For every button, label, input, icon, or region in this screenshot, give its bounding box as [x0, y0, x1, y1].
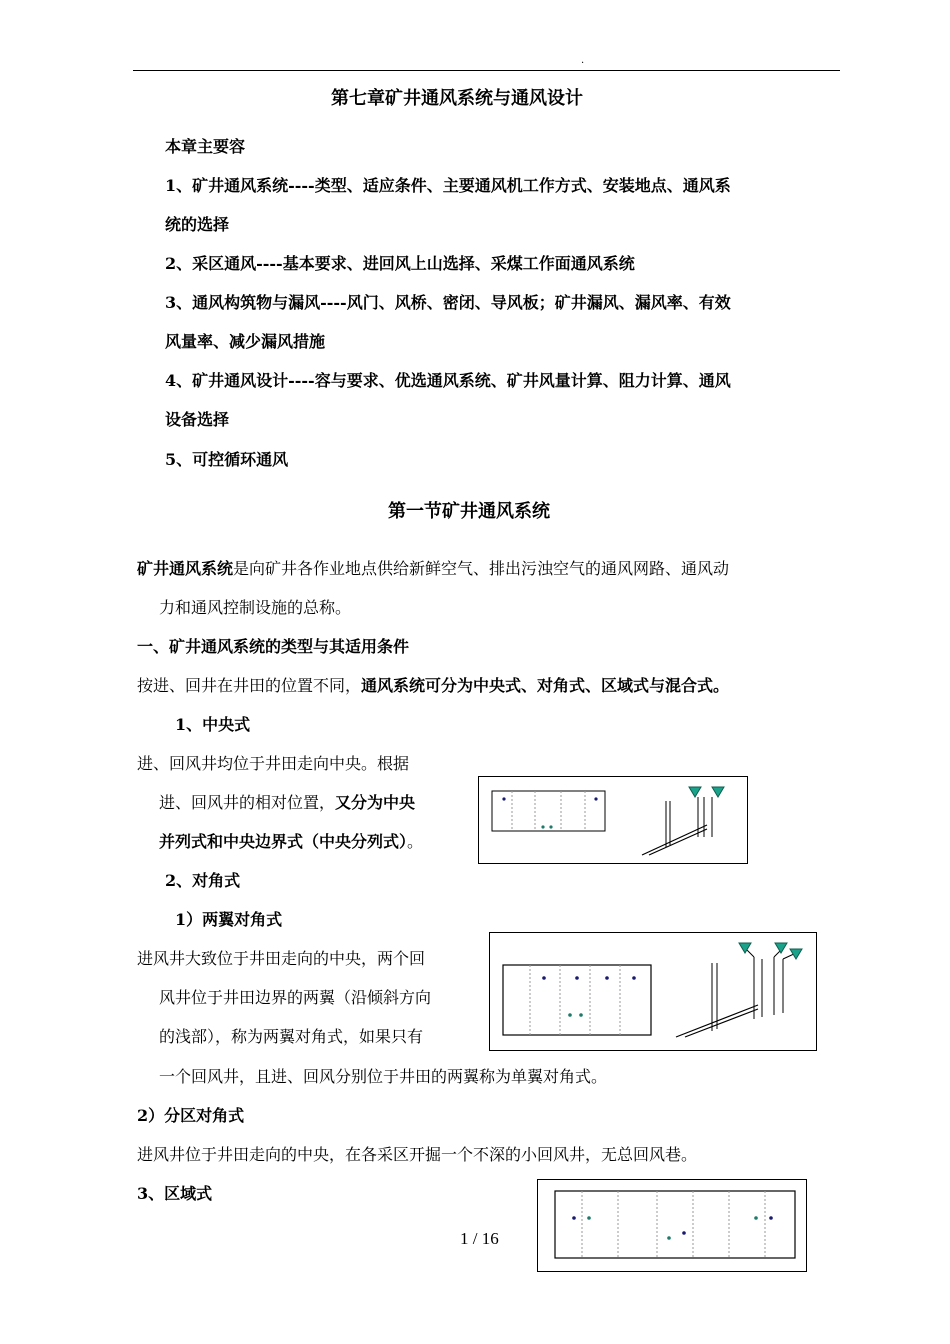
two-wing-heading: 1）两翼对角式 — [175, 910, 283, 929]
summary-item-2: 2、采区通风----基本要求、进回风上山选择、采煤工作面通风系统 — [165, 254, 635, 273]
regional-layout-diagram — [537, 1179, 807, 1272]
central-line-1: 进、回风井均位于井田走向中央。根据 — [137, 754, 410, 773]
inclined-seam — [642, 825, 707, 855]
header-mark: . — [581, 55, 585, 66]
summary-item-3: 3、通风构筑物与漏风----风门、风桥、密闭、导风板；矿井漏风、漏风率、有效 — [165, 293, 731, 312]
regional-diagram-svg — [538, 1180, 806, 1271]
shaft-marker — [572, 1216, 576, 1220]
shaft-marker — [667, 1236, 671, 1240]
shaft-marker — [502, 797, 505, 800]
shaft-marker — [587, 1216, 591, 1220]
definition-text: 是向矿井各作业地点供给新鲜空气、排出污浊空气的通风网路、通风动 — [233, 559, 730, 578]
diagonal-diagram-svg — [490, 933, 816, 1050]
shaft-marker — [594, 797, 597, 800]
chapter-title: 第七章矿井通风系统与通风设计 — [331, 88, 583, 109]
definition-line — [137, 558, 729, 580]
central-line-2-bold: 又分为中央 — [335, 793, 416, 812]
two-wing-line-4: 一个回风井，且进、回风分别位于井田的两翼称为单翼对角式。 — [159, 1067, 608, 1086]
shaft-marker — [575, 976, 579, 980]
central-diagram-svg — [479, 777, 747, 863]
summary-item-5: 5、可控循环通风 — [165, 450, 289, 469]
zonal-diagonal-line-1: 进风井位于井田走向的中央，在各采区开掘一个不深的小回风井，无总回风巷。 — [137, 1145, 698, 1164]
shaft-marker — [754, 1216, 758, 1220]
shaft-marker — [549, 825, 552, 828]
summary-item-1: 1、矿井通风系统----类型、适应条件、主要通风机工作方式、安装地点、通风系 — [165, 176, 731, 195]
central-line-3-end: 。 — [407, 832, 424, 851]
shaft-marker — [605, 976, 609, 980]
two-wing-line-3: 的浅部），称为两翼对角式，如果只有 — [159, 1027, 424, 1046]
two-wing-diagonal-diagram — [489, 932, 817, 1051]
summary-item-4-cont: 设备选择 — [165, 410, 230, 429]
section-title: 第一节矿井通风系统 — [388, 501, 550, 522]
summary-item-1-cont: 统的选择 — [165, 215, 230, 234]
header-rule — [133, 70, 840, 71]
shaft-marker — [568, 1013, 572, 1017]
diagonal-heading: 2、对角式 — [165, 871, 241, 890]
central-line-2-plain: 进、回风井的相对位置， — [159, 793, 336, 812]
field-boundary — [492, 791, 605, 831]
summary-item-4: 4、矿井通风设计----容与要求、优选通风系统、矿井风量计算、阻力计算、通风 — [165, 371, 731, 390]
shaft-marker — [769, 1216, 773, 1220]
fan-icon — [712, 787, 724, 797]
central-line-3-bold: 并列式和中央边界式（中央分列式） — [159, 832, 408, 851]
regional-heading: 3、区域式 — [137, 1184, 213, 1203]
field-boundary — [555, 1191, 795, 1258]
inclined-seam — [685, 1009, 758, 1037]
shaft-marker — [579, 1013, 583, 1017]
central-line-3 — [159, 831, 423, 853]
summary-item-3-cont: 风量率、减少漏风措施 — [165, 332, 326, 351]
definition-term: 矿井通风系统 — [137, 559, 234, 578]
central-line-2 — [159, 792, 415, 814]
fan-icon — [689, 787, 701, 797]
types-intro-bold: 通风系统可分为中央式、对角式、区域式与混合式。 — [361, 676, 730, 695]
zonal-diagonal-heading: 2）分区对角式 — [137, 1106, 245, 1125]
shaft-marker — [542, 976, 546, 980]
shaft-marker — [632, 976, 636, 980]
page-number: 1 / 16 — [460, 1229, 499, 1248]
fan-icon — [775, 943, 787, 953]
summary-heading: 本章主要容 — [165, 137, 246, 156]
central-heading: 1、中央式 — [175, 715, 251, 734]
two-wing-line-1: 进风井大致位于井田走向的中央，两个回 — [137, 949, 426, 968]
central-layout-diagram — [478, 776, 748, 864]
shaft-marker — [541, 825, 544, 828]
two-wing-line-2: 风井位于井田边界的两翼（沿倾斜方向 — [159, 988, 432, 1007]
types-intro-plain: 按进、回井在井田的位置不同， — [137, 676, 362, 695]
fan-icon — [790, 949, 802, 959]
definition-cont: 力和通风控制设施的总称。 — [159, 598, 352, 617]
types-intro — [137, 675, 729, 697]
shaft-marker — [682, 1231, 686, 1235]
field-boundary — [503, 965, 651, 1035]
subsection-heading-types: 一、矿井通风系统的类型与其适用条件 — [137, 637, 410, 656]
